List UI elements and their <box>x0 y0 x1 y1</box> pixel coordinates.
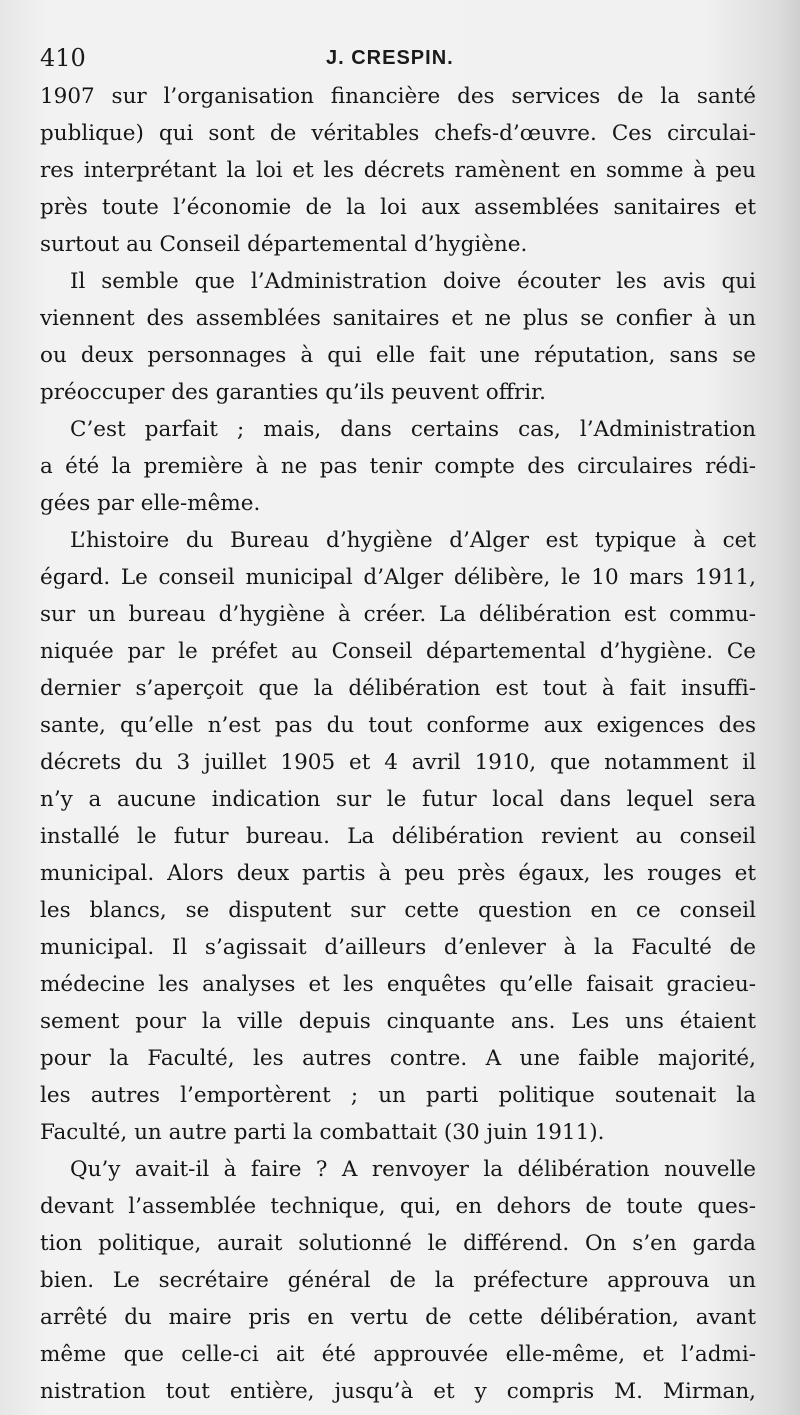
text-line: installé le futur bureau. La délibération revient au conseil <box>40 824 756 849</box>
text-line: les blancs, se disputent sur cette question en ce conseil <box>40 898 756 923</box>
text-line: bien. Le secrétaire général de la préfecture approuva un <box>40 1268 756 1293</box>
text-line: tion politique, aurait solutionné le différend. On s’en garda <box>40 1231 756 1256</box>
text-line: 1907 sur l’organisation financière des services de la santé <box>40 84 756 109</box>
text-line: décrets du 3 juillet 1905 et 4 avril 1910, que notamment il <box>40 750 756 775</box>
text-line: Faculté, un autre parti la combattait (30 juin 1911). <box>40 1120 605 1145</box>
text-line: sante, qu’elle n’est pas du tout conforme aux exigences des <box>40 713 756 738</box>
text-line: près toute l’économie de la loi aux assemblées sanitaires et <box>40 195 756 220</box>
running-head-author: J. CRESPIN. <box>326 47 454 69</box>
text-line: niquée par le préfet au Conseil départemental d’hygiène. Ce <box>40 639 756 664</box>
text-line: sement pour la ville depuis cinquante ans. Les uns étaient <box>40 1009 756 1034</box>
text-line: gées par elle-même. <box>40 491 261 516</box>
page-number: 410 <box>40 44 86 72</box>
text-line: devant l’assemblée technique, qui, en dehors de toute ques- <box>40 1194 756 1219</box>
text-line: surtout au Conseil départemental d’hygiène. <box>40 232 528 257</box>
text-line: a été la première à ne pas tenir compte des circulaires rédi- <box>40 454 756 479</box>
text-line: les autres l’emportèrent ; un parti politique soutenait la <box>40 1083 756 1108</box>
text-line: nistration tout entière, jusqu’à et y compris M. Mirman, <box>40 1379 756 1404</box>
text-line: publique) qui sont de véritables chefs-d’œuvre. Ces circulai- <box>40 121 756 146</box>
text-line: préoccuper des garanties qu’ils peuvent offrir. <box>40 380 546 405</box>
text-line: pour la Faculté, les autres contre. A une faible majorité, <box>40 1046 756 1071</box>
text-line: ou deux personnages à qui elle fait une réputation, sans se <box>40 343 756 368</box>
text-line: dernier s’aperçoit que la délibération est tout à fait insuffi- <box>40 676 756 701</box>
text-line: L’histoire du Bureau d’hygiène d’Alger est typique à cet <box>70 528 756 553</box>
text-line: sur un bureau d’hygiène à créer. La délibération est commu- <box>40 602 756 627</box>
text-line: même que celle-ci ait été approuvée elle-même, et l’admi- <box>40 1342 756 1367</box>
text-line: viennent des assemblées sanitaires et ne plus se confier à un <box>40 306 756 331</box>
text-line: C’est parfait ; mais, dans certains cas, l’Administration <box>70 417 756 442</box>
text-line: Il semble que l’Administration doive écouter les avis qui <box>70 269 756 294</box>
text-line: n’y a aucune indication sur le futur local dans lequel sera <box>40 787 756 812</box>
text-line: municipal. Alors deux partis à peu près égaux, les rouges et <box>40 861 756 886</box>
text-line: municipal. Il s’agissait d’ailleurs d’enlever à la Faculté de <box>40 935 756 960</box>
body-text <box>40 78 756 1410</box>
text-line: res interprétant la loi et les décrets ramènent en somme à peu <box>40 158 756 183</box>
text-line: Qu’y avait-il à faire ? A renvoyer la délibération nouvelle <box>70 1157 756 1182</box>
text-line: égard. Le conseil municipal d’Alger délibère, le 10 mars 1911, <box>40 565 756 590</box>
running-head <box>40 38 760 78</box>
text-line: arrêté du maire pris en vertu de cette délibération, avant <box>40 1305 756 1330</box>
text-line: médecine les analyses et les enquêtes qu’elle faisait gracieu- <box>40 972 756 997</box>
